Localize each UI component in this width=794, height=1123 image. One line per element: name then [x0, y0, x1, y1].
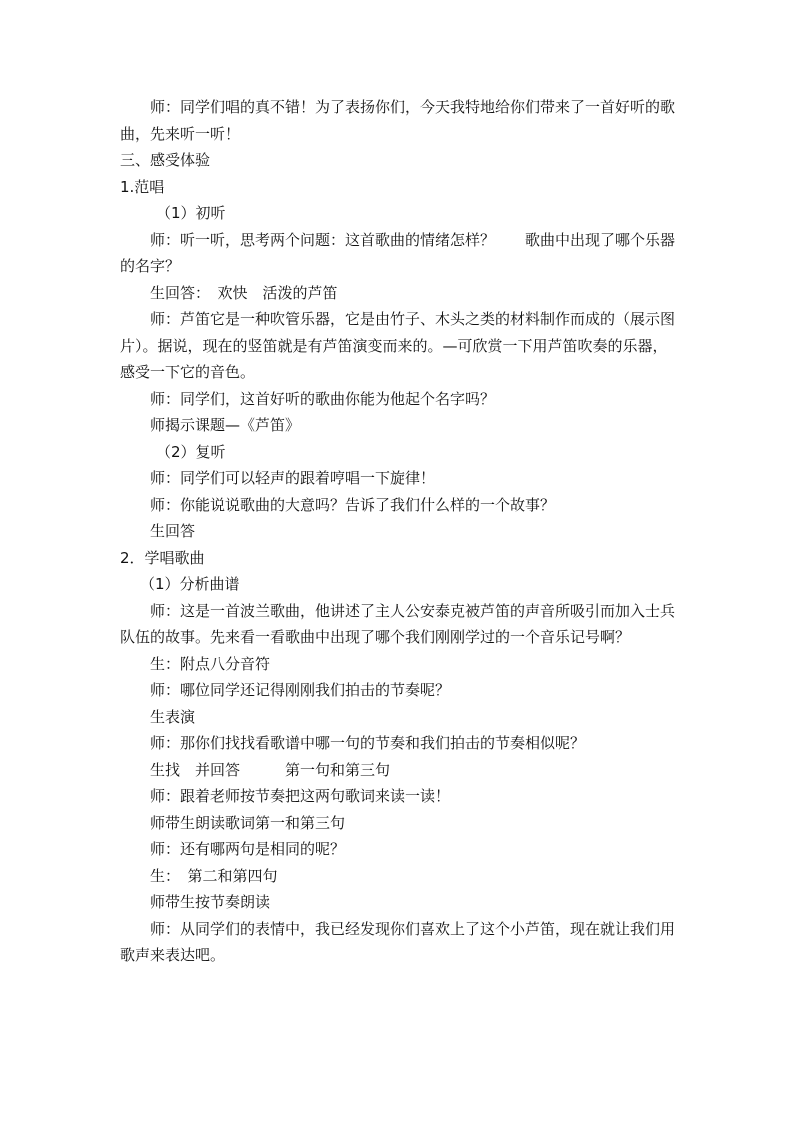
paragraph: 师带生按节奏朗读	[150, 893, 271, 911]
step-heading: （2）复听	[156, 442, 226, 461]
paragraph: 师：听一听，思考两个问题：这首歌曲的情绪怎样？ 歌曲中出现了哪个乐器的名字？	[120, 230, 676, 275]
paragraph: 生表演	[150, 707, 196, 726]
paragraph: 师：哪位同学还记得刚刚我们拍击的节奏呢？	[150, 681, 451, 699]
paragraph: 师：跟着老师按节奏把这两句歌词来读一读！	[150, 787, 451, 805]
step-heading: （1）初听	[156, 204, 226, 222]
paragraph: 师：同学们可以轻声的跟着哼唱一下旋律！	[150, 469, 436, 487]
paragraph: 师：那你们找找看歌谱中哪一句的节奏和我们拍击的节奏相似呢？	[150, 734, 586, 752]
step-heading: （1）分析曲谱	[140, 575, 240, 593]
paragraph: 师：你能说说歌曲的大意吗？告诉了我们什么样的一个故事？	[150, 495, 556, 514]
paragraph: 师：还有哪两句是相同的呢？	[150, 840, 346, 858]
paragraph: 生找 并回答 第一句和第三句	[150, 760, 391, 779]
paragraph: 师：同学们，这首好听的歌曲你能为他起个名字吗？	[150, 389, 496, 408]
paragraph: 师：这是一首波兰歌曲，他讲述了主人公安泰克被芦笛的声音所吸引而加入士兵队伍的故事。先来看一看歌曲中出现了哪个我们刚刚学过的一个音乐记号啊？	[120, 601, 676, 646]
paragraph: 生： 第二和第四句	[150, 866, 278, 885]
paragraph: 生回答	[150, 522, 196, 540]
paragraph: 生回答： 欢快 活泼的芦笛	[150, 283, 338, 302]
paragraph: 师揭示课题—《芦笛》	[150, 416, 301, 434]
paragraph: 师：芦笛它是一种吹管乐器，它是由竹子、木头之类的材料制作而成的（展示图片）。据说，现在的竖笛就是有芦笛演变而来的。—可欣赏一下用芦笛吹奏的乐器，感受一下它的音色。	[120, 310, 676, 381]
subsection-heading: 1.范唱	[120, 177, 165, 196]
paragraph: 师带生朗读歌词第一和第三句	[150, 813, 346, 832]
section-heading: 三、感受体验	[120, 151, 211, 169]
subsection-heading: 2．学唱歌曲	[120, 548, 205, 567]
paragraph: 师：从同学们的表情中，我已经发现你们喜欢上了这个小芦笛，现在就让我们用歌声来表达吧。	[120, 919, 676, 964]
paragraph: 师：同学们唱的真不错！为了表扬你们，今天我特地给你们带来了一首好听的歌曲，先来听一听！	[120, 98, 676, 143]
document-body	[120, 94, 680, 969]
paragraph: 生：附点八分音符	[150, 654, 271, 673]
